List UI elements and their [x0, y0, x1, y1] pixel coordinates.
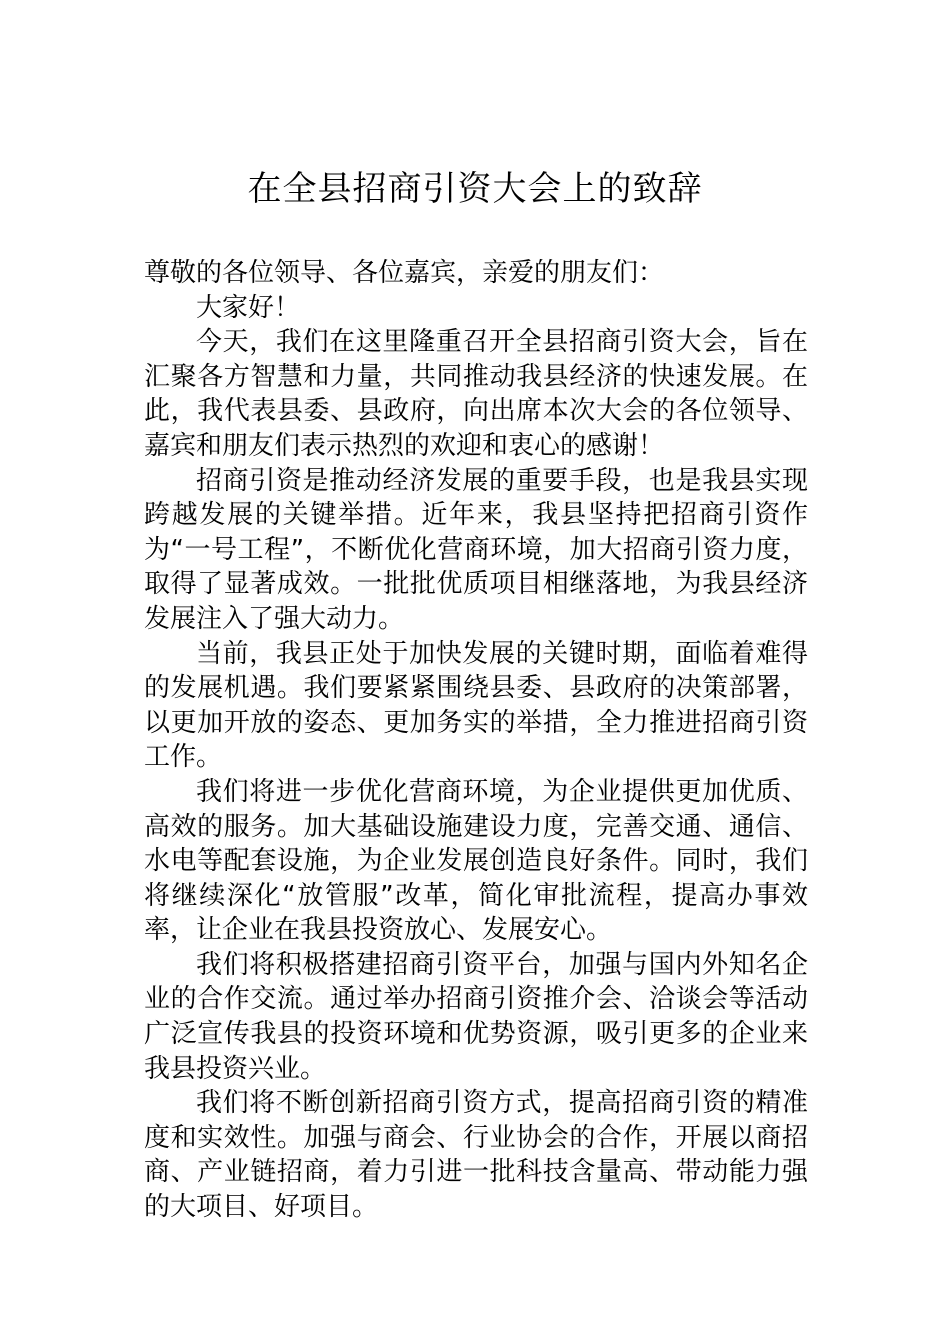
paragraph: 今天，我们在这里隆重召开全县招商引资大会，旨在汇聚各方智慧和力量，共同推动我县经济的快速发展。在此，我代表县委、县政府，向出席本次大会的各位领导、嘉宾和朋友们表示热烈的欢迎和衷心的感谢！ [144, 327, 808, 461]
paragraph: 招商引资是推动经济发展的重要手段，也是我县实现跨越发展的关键举措。近年来，我县坚持把招商引资作为“一号工程”，不断优化营商环境，加大招商引资力度，取得了显著成效。一批批优质项目相继落地，为我县经济发展注入了强大动力。 [144, 465, 808, 634]
paragraph: 我们将积极搭建招商引资平台，加强与国内外知名企业的合作交流。通过举办招商引资推介会、洽谈会等活动广泛宣传我县的投资环境和优势资源，吸引更多的企业来我县投资兴业。 [144, 949, 808, 1084]
paragraph: 我们将不断创新招商引资方式，提高招商引资的精准度和实效性。加强与商会、行业协会的合作，开展以商招商、产业链招商，着力引进一批科技含量高、带动能力强的大项目、好项目。 [144, 1088, 808, 1223]
paragraph: 我们将进一步优化营商环境，为企业提供更加优质、高效的服务。加大基础设施建设力度，完善交通、通信、水电等配套设施，为企业发展创造良好条件。同时，我们将继续深化“放管服”改革，简化审批流程，提高办事效率，让企业在我县投资放心、发展安心。 [144, 776, 808, 946]
paragraph: 当前，我县正处于加快发展的关键时期，面临着难得的发展机遇。我们要紧紧围绕县委、县政府的决策部署，以更加开放的姿态、更加务实的举措，全力推进招商引资工作。 [144, 638, 808, 773]
document-body [144, 256, 808, 1225]
document-title: 在全县招商引资大会上的致辞 [247, 169, 703, 209]
salutation: 尊敬的各位领导、各位嘉宾，亲爱的朋友们： [144, 258, 665, 288]
greeting: 大家好！ [196, 292, 301, 323]
